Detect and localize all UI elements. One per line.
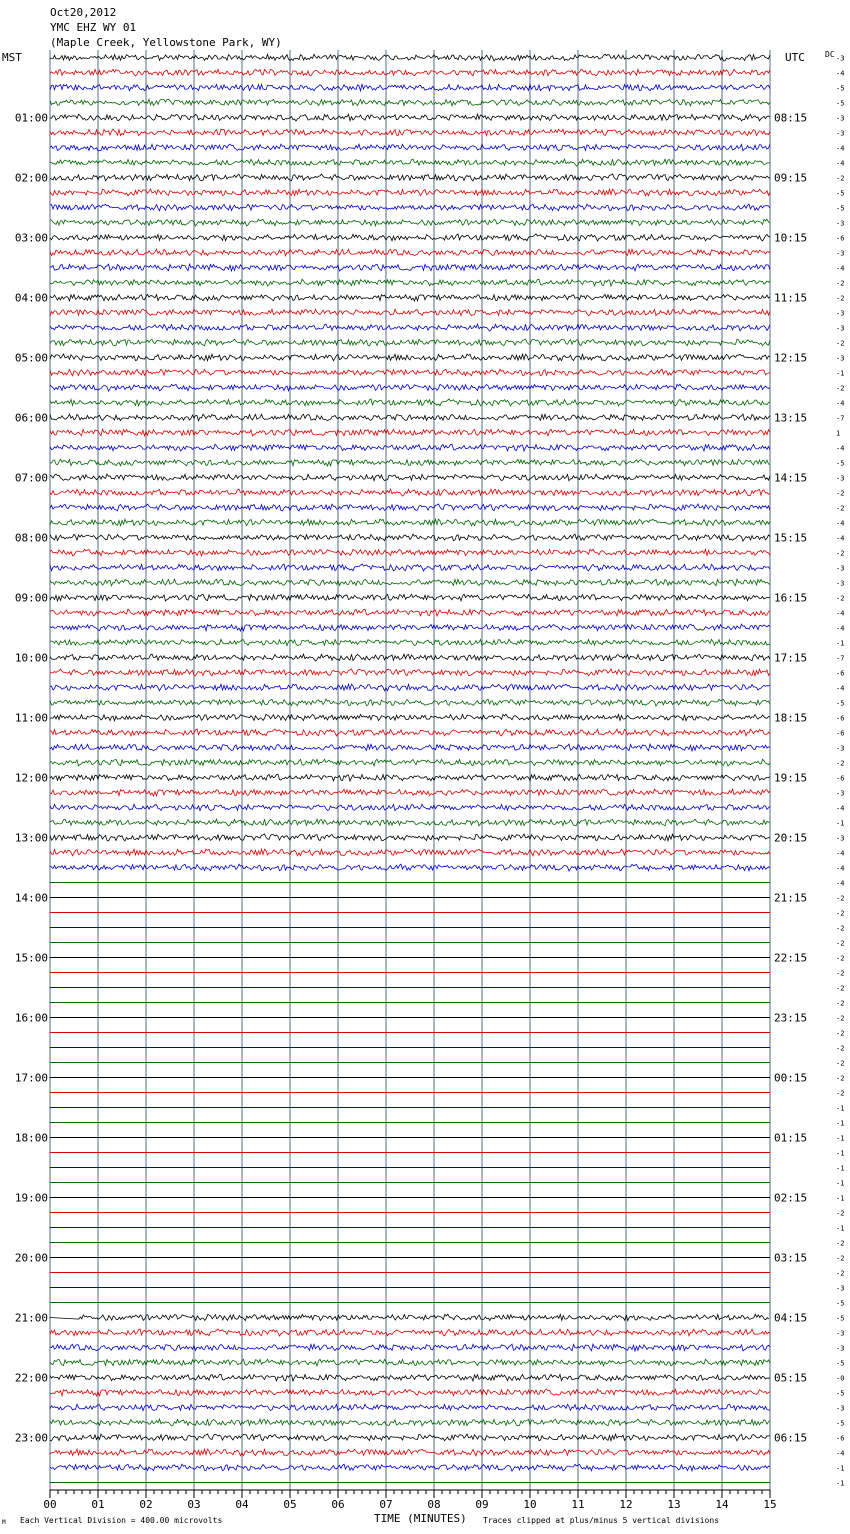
dc-offset-label: -2 xyxy=(836,1269,845,1278)
trace-line xyxy=(50,234,770,241)
x-tick-label: 00 xyxy=(43,1498,57,1511)
utc-hour-label: 18:15 xyxy=(774,711,808,725)
dc-offset-label: -5 xyxy=(836,1314,845,1323)
utc-hour-label: 01:15 xyxy=(774,1131,808,1145)
trace-line xyxy=(50,249,770,256)
utc-hour-label: 23:15 xyxy=(774,1011,808,1025)
dc-offset-label: -2 xyxy=(836,984,845,993)
trace-line xyxy=(50,849,770,856)
trace-line xyxy=(50,1449,770,1456)
dc-offset-label: -6 xyxy=(836,729,845,738)
trace-line xyxy=(50,654,770,661)
x-tick-label: 11 xyxy=(571,1498,585,1511)
trace-line xyxy=(50,414,770,421)
trace-line xyxy=(50,789,770,796)
trace-line xyxy=(50,804,770,811)
dc-offset-label: -4 xyxy=(836,264,845,273)
dc-offset-label: -4 xyxy=(836,444,845,453)
dc-offset-label: -1 xyxy=(836,1464,845,1473)
utc-hour-label: 11:15 xyxy=(774,291,808,305)
trace-line xyxy=(50,84,770,91)
x-tick-label: 08 xyxy=(427,1498,441,1511)
trace-line xyxy=(50,684,770,691)
utc-hour-label: 02:15 xyxy=(774,1191,808,1205)
dc-offset-label: -1 xyxy=(836,1479,845,1488)
trace-line xyxy=(50,1389,770,1396)
x-tick-label: 09 xyxy=(475,1498,489,1511)
dc-offset-label: -2 xyxy=(836,1044,845,1053)
trace-line xyxy=(50,189,770,196)
trace-line xyxy=(50,219,770,226)
mst-hour-labels xyxy=(15,112,48,1445)
utc-hour-label: 08:15 xyxy=(774,111,808,125)
right-timezone-label: UTC xyxy=(785,51,805,64)
x-tick-label: 15 xyxy=(763,1498,777,1511)
dc-offset-label: -2 xyxy=(836,969,845,978)
mst-hour-label: 08:00 xyxy=(14,531,48,545)
utc-hour-label: 20:15 xyxy=(774,831,808,845)
utc-hour-label: 04:15 xyxy=(774,1311,808,1325)
mst-hour-label: 01:00 xyxy=(14,111,48,125)
dc-offset-label: -1 xyxy=(836,1164,845,1173)
dc-offset-label: -3 xyxy=(836,249,845,258)
dc-offset-label: -5 xyxy=(836,1359,845,1368)
dc-offset-label: -2 xyxy=(836,1239,845,1248)
dc-offset-label: -2 xyxy=(836,1059,845,1068)
trace-line xyxy=(50,99,770,106)
utc-hour-label: 09:15 xyxy=(774,171,808,185)
dc-offset-label: -6 xyxy=(836,714,845,723)
dc-offset-label: -2 xyxy=(836,294,845,303)
dc-offset-label: -4 xyxy=(836,144,845,153)
mst-hour-label: 03:00 xyxy=(14,231,48,245)
trace-line xyxy=(50,1329,770,1336)
utc-hour-label: 21:15 xyxy=(774,891,808,905)
trace-line xyxy=(50,1314,769,1321)
dc-offset-label: -2 xyxy=(836,954,845,963)
utc-hour-label: 19:15 xyxy=(774,771,808,785)
dc-offset-label: -3 xyxy=(836,1344,845,1353)
mst-hour-label: 23:00 xyxy=(14,1431,48,1445)
dc-offset-label: -2 xyxy=(836,279,845,288)
dc-offset-label: -4 xyxy=(836,684,845,693)
dc-offset-label: -5 xyxy=(836,1299,845,1308)
dc-offset-label: -3 xyxy=(836,579,845,588)
dc-offset-label: -4 xyxy=(836,159,845,168)
utc-hour-label: 16:15 xyxy=(774,591,808,605)
x-tick-label: 01 xyxy=(91,1498,105,1511)
dc-offset-labels xyxy=(836,55,844,1488)
trace-line xyxy=(50,594,770,601)
x-tick-label: 07 xyxy=(379,1498,393,1511)
dc-offset-label: -1 xyxy=(836,639,845,648)
trace-line xyxy=(50,609,770,616)
trace-line xyxy=(50,459,770,466)
trace-line xyxy=(50,294,770,301)
x-tick-label: 13 xyxy=(667,1498,681,1511)
trace-line xyxy=(50,759,770,766)
trace-line xyxy=(50,69,770,76)
mst-hour-label: 12:00 xyxy=(14,771,48,785)
dc-offset-label: -4 xyxy=(836,624,845,633)
mst-hour-label: 13:00 xyxy=(14,831,48,845)
mst-hour-label: 19:00 xyxy=(14,1191,48,1205)
trace-line xyxy=(50,144,770,151)
mst-hour-label: 21:00 xyxy=(14,1311,48,1325)
dc-offset-label: -6 xyxy=(836,1434,845,1443)
mst-hour-label: 14:00 xyxy=(14,891,48,905)
trace-line xyxy=(50,1419,770,1426)
x-tick-label: 02 xyxy=(139,1498,153,1511)
utc-hour-label: 00:15 xyxy=(774,1071,808,1085)
trace-line xyxy=(50,264,770,271)
dc-offset-label: -6 xyxy=(836,669,845,678)
dc-offset-label: -1 xyxy=(836,1134,845,1143)
dc-offset-label: -2 xyxy=(836,549,845,558)
x-tick-label: 05 xyxy=(283,1498,297,1511)
dc-offset-label: -3 xyxy=(836,129,845,138)
utc-hour-label: 22:15 xyxy=(774,951,808,965)
dc-offset-label: -1 xyxy=(836,1104,845,1113)
utc-hour-label: 05:15 xyxy=(774,1371,808,1385)
dc-offset-label: -5 xyxy=(836,459,845,468)
utc-hour-label: 06:15 xyxy=(774,1431,808,1445)
trace-line xyxy=(50,699,770,706)
dc-offset-label: -3 xyxy=(836,354,845,363)
clip-note: Traces clipped at plus/minus 5 vertical divisions xyxy=(483,1516,720,1525)
dc-offset-label: -4 xyxy=(836,534,845,543)
dc-label: DC xyxy=(825,50,835,59)
trace-line xyxy=(50,744,770,751)
dc-offset-label: -2 xyxy=(836,759,845,768)
trace-line xyxy=(50,774,770,781)
x-tick-label: 12 xyxy=(619,1498,633,1511)
x-axis-title: TIME (MINUTES) xyxy=(374,1512,467,1525)
utc-hour-label: 13:15 xyxy=(774,411,808,425)
dc-offset-label: -1 xyxy=(836,1119,845,1128)
dc-offset-label: -4 xyxy=(836,879,845,888)
dc-offset-label: -2 xyxy=(836,939,845,948)
dc-offset-label: 1 xyxy=(836,429,841,438)
trace-line xyxy=(50,1434,770,1441)
dc-offset-label: -4 xyxy=(836,1449,845,1458)
trace-line xyxy=(50,489,770,496)
dc-offset-label: -3 xyxy=(836,54,845,63)
trace-line xyxy=(50,384,770,391)
trace-line xyxy=(50,309,770,316)
mst-hour-label: 11:00 xyxy=(14,711,48,725)
dc-offset-label: -2 xyxy=(836,504,845,513)
header-station: YMC EHZ WY 01 xyxy=(50,21,137,34)
trace-line xyxy=(50,549,770,556)
dc-offset-label: -4 xyxy=(836,609,845,618)
dc-offset-label: -4 xyxy=(836,849,845,858)
dc-offset-label: -1 xyxy=(836,1224,845,1233)
dc-offset-label: -4 xyxy=(836,399,845,408)
dc-offset-label: -2 xyxy=(836,999,845,1008)
dc-offset-label: -3 xyxy=(836,114,845,123)
trace-line xyxy=(50,639,770,646)
dc-offset-label: -7 xyxy=(836,414,845,423)
trace-line xyxy=(50,819,770,826)
trace-line xyxy=(50,204,770,211)
trace-line xyxy=(50,714,770,721)
trace-line xyxy=(50,729,770,736)
utc-hour-label: 12:15 xyxy=(774,351,808,365)
dc-offset-label: -5 xyxy=(836,699,845,708)
mst-hour-label: 02:00 xyxy=(14,171,48,185)
dc-offset-label: -3 xyxy=(836,474,845,483)
dc-offset-label: -5 xyxy=(836,1419,845,1428)
dc-offset-label: -3 xyxy=(836,1284,845,1293)
mst-hour-label: 07:00 xyxy=(14,471,48,485)
dc-offset-label: -3 xyxy=(836,564,845,573)
trace-line xyxy=(50,1464,770,1471)
dc-offset-label: -1 xyxy=(836,1179,845,1188)
mst-hour-label: 16:00 xyxy=(14,1011,48,1025)
dc-offset-label: -4 xyxy=(836,69,845,78)
dc-offset-label: -3 xyxy=(836,219,845,228)
trace-line xyxy=(50,504,770,511)
left-timezone-label: MST xyxy=(2,51,22,64)
dc-offset-label: -2 xyxy=(836,384,845,393)
trace-line xyxy=(50,564,770,571)
trace-line xyxy=(50,399,770,406)
x-axis xyxy=(43,1490,776,1511)
mst-hour-label: 04:00 xyxy=(14,291,48,305)
trace-group xyxy=(50,54,770,1482)
trace-line xyxy=(50,429,770,436)
x-tick-label: 03 xyxy=(187,1498,201,1511)
dc-offset-label: -3 xyxy=(836,309,845,318)
mst-hour-label: 17:00 xyxy=(14,1071,48,1085)
utc-hour-label: 10:15 xyxy=(774,231,808,245)
dc-offset-label: -2 xyxy=(836,1209,845,1218)
dc-offset-label: -2 xyxy=(836,1089,845,1098)
dc-offset-label: -7 xyxy=(836,654,845,663)
mst-hour-label: 05:00 xyxy=(14,351,48,365)
trace-line xyxy=(50,624,770,631)
dc-offset-label: -3 xyxy=(836,789,845,798)
trace-line xyxy=(50,1374,770,1381)
mst-hour-label: 09:00 xyxy=(14,591,48,605)
dc-offset-label: -2 xyxy=(836,1029,845,1038)
trace-line xyxy=(50,114,770,121)
trace-line xyxy=(50,834,770,841)
dc-offset-label: -2 xyxy=(836,909,845,918)
dc-offset-label: -2 xyxy=(836,894,845,903)
mst-hour-label: 06:00 xyxy=(14,411,48,425)
dc-offset-label: -2 xyxy=(836,924,845,933)
dc-offset-label: -1 xyxy=(836,369,845,378)
trace-line xyxy=(50,864,770,871)
dc-offset-label: -5 xyxy=(836,84,845,93)
trace-line xyxy=(50,369,770,376)
trace-line xyxy=(50,669,770,676)
x-tick-label: 14 xyxy=(715,1498,729,1511)
dc-offset-label: -3 xyxy=(836,834,845,843)
trace-line xyxy=(50,354,770,361)
dc-offset-label: -3 xyxy=(836,1404,845,1413)
utc-hour-label: 15:15 xyxy=(774,531,808,545)
trace-line xyxy=(50,129,770,136)
trace-line xyxy=(50,159,770,166)
dc-offset-label: -4 xyxy=(836,804,845,813)
header-date: Oct20,2012 xyxy=(50,6,117,19)
dc-offset-label: -1 xyxy=(836,819,845,828)
vertical-division-note: Each Vertical Division = 400.00 microvolts xyxy=(20,1516,223,1525)
dc-offset-label: -2 xyxy=(836,1074,845,1083)
trace-line xyxy=(50,474,770,481)
mst-hour-label: 20:00 xyxy=(14,1251,48,1265)
dc-offset-label: -1 xyxy=(836,1194,845,1203)
x-tick-label: 04 xyxy=(235,1498,249,1511)
trace-line xyxy=(50,534,770,541)
trace-line xyxy=(50,1404,770,1411)
trace-line xyxy=(50,444,770,451)
dc-offset-label: -5 xyxy=(836,1389,845,1398)
dc-offset-label: -0 xyxy=(836,1374,845,1383)
dc-offset-label: -2 xyxy=(836,594,845,603)
dc-offset-label: -4 xyxy=(836,864,845,873)
trace-line xyxy=(50,174,770,181)
mst-hour-label: 18:00 xyxy=(14,1131,48,1145)
dc-offset-label: -5 xyxy=(836,99,845,108)
mst-hour-label: 10:00 xyxy=(14,651,48,665)
header-location: (Maple Creek, Yellowstone Park, WY) xyxy=(50,36,282,49)
trace-line xyxy=(50,1344,770,1351)
x-tick-label: 10 xyxy=(523,1498,537,1511)
trace-line xyxy=(50,339,770,346)
trace-line xyxy=(50,279,770,286)
trace-line xyxy=(50,579,770,586)
dc-offset-label: -3 xyxy=(836,1329,845,1338)
x-tick-label: 06 xyxy=(331,1498,345,1511)
dc-offset-label: -2 xyxy=(836,174,845,183)
dc-offset-label: -4 xyxy=(836,519,845,528)
trace-line xyxy=(50,519,770,526)
trace-line xyxy=(50,1359,770,1366)
dc-offset-label: -3 xyxy=(836,324,845,333)
dc-offset-label: -2 xyxy=(836,339,845,348)
utc-hour-label: 14:15 xyxy=(774,471,808,485)
dc-offset-label: -2 xyxy=(836,1254,845,1263)
mst-hour-label: 15:00 xyxy=(14,951,48,965)
dc-offset-label: -1 xyxy=(836,1149,845,1158)
dc-offset-label: -6 xyxy=(836,774,845,783)
trace-line xyxy=(50,324,770,331)
dc-offset-label: -5 xyxy=(836,204,845,213)
utc-hour-label: 03:15 xyxy=(774,1251,808,1265)
mst-hour-label: 22:00 xyxy=(14,1371,48,1385)
dc-offset-label: -2 xyxy=(836,1014,845,1023)
utc-hour-label: 17:15 xyxy=(774,651,808,665)
corner-mark: M xyxy=(2,1519,6,1526)
dc-offset-label: -5 xyxy=(836,189,845,198)
trace-line xyxy=(50,54,770,61)
dc-offset-label: -6 xyxy=(836,234,845,243)
dc-offset-label: -3 xyxy=(836,744,845,753)
dc-offset-label: -2 xyxy=(836,489,845,498)
utc-hour-labels xyxy=(774,112,807,1445)
